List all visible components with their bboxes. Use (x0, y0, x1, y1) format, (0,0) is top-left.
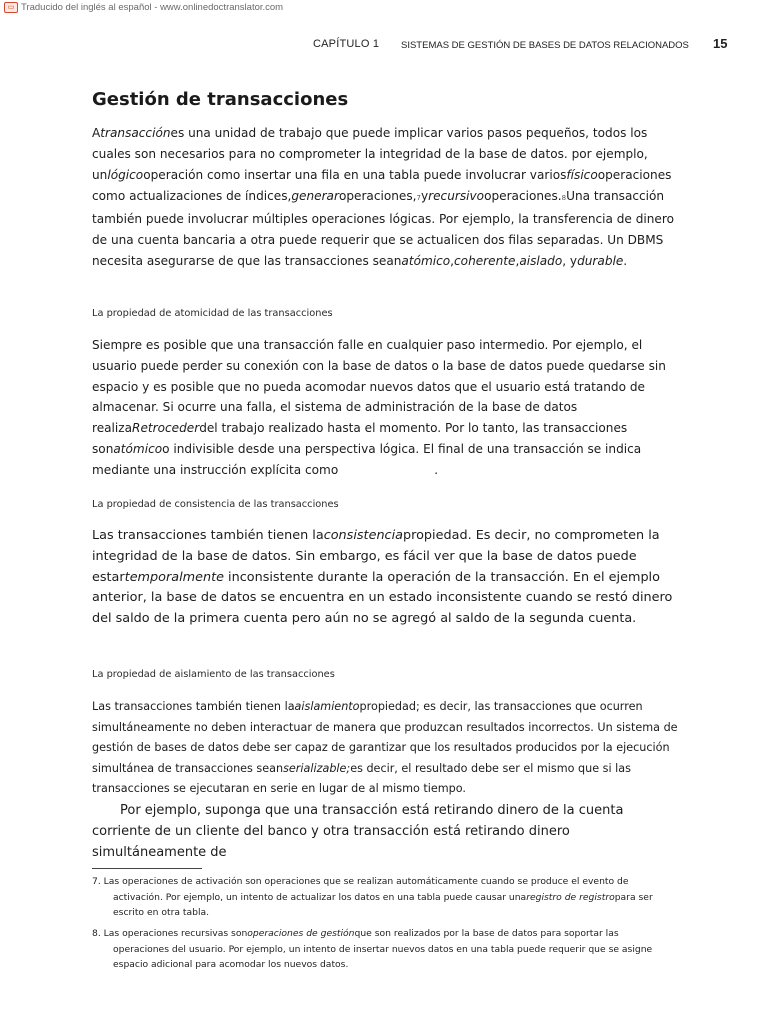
section-title: Gestión de transacciones (92, 89, 349, 110)
term-gestion: operaciones de gestión (247, 928, 355, 939)
term-temporalmente: temporalmente (124, 569, 224, 585)
term-aislado: aislado (519, 254, 563, 268)
term-atomico: atómico (401, 254, 451, 268)
term-transaccion: transacción (100, 126, 171, 140)
translator-banner[interactable] (4, 0, 283, 14)
term-logico: lógico (107, 168, 144, 182)
term-generar: generar (291, 189, 339, 203)
footnote-ref-7: 7 (416, 194, 421, 202)
footnote-8: 8. Las operaciones recursivas sonoperaciones de gestiónque son realizados por la base de datos para soportar las operaciones del usuario. Por ejemplo, un intento de insertar nuevos datos en una tabla puede requerir que se asigne espacio adicional para acomodar los nuevos datos. (92, 928, 653, 970)
term-atomico-2: atómico (113, 441, 163, 456)
running-header-chapter: CAPÍTULO 1 (313, 38, 380, 50)
translator-logo-icon: ▭ (4, 2, 18, 13)
term-registro: registro de registro (526, 891, 615, 903)
banner-text: Traducido del inglés al español - www.onlinedoctranslator.com (21, 1, 284, 13)
subheading-consistency: La propiedad de consistencia de las transacciones (92, 499, 339, 510)
term-coherente: coherente (454, 254, 516, 268)
term-aislamiento: aislamiento (294, 700, 360, 713)
subheading-atomicity: La propiedad de atomicidad de las transacciones (92, 308, 333, 319)
consistency-paragraph: Las transacciones también tienen laconsistenciapropiedad. Es decir, no comprometen la integridad de la base de datos. Sin embargo, es fácil ver que la base de datos puede estartemporalmente inconsistente durante la operación de la transacción. En el ejemplo anterior, la base de datos se encuentra en un estado inconsistente cuando se restó dinero del saldo de la primera cuenta pero aún no se agregó al saldo de la segunda cuenta. (92, 528, 673, 627)
term-fisico: físico (566, 168, 598, 182)
term-retroceder: Retroceder (132, 421, 200, 436)
isolation-paragraph: Las transacciones también tienen laaislamientopropiedad; es decir, las transacciones que ocurren simultáneamente no deben interactuar de manera que produzcan resultados incorrectos. Un sistema de gestión de bases de datos debe ser capaz de garantizar que los resultados producidos por la ejecución simultánea de transacciones seanserializable;es decir, el resultado debe ser el mismo que si las transacciones se ejecutaran en serie en lugar de al mismo tiempo. (92, 700, 678, 796)
isolation-example-paragraph: Por ejemplo, suponga que una transacción está retirando dinero de la cuenta corriente de un cliente del banco y otra transacción está retirando dinero simultáneamente de (92, 803, 624, 860)
page-number: 15 (713, 36, 728, 51)
term-serializable: serializable; (283, 761, 351, 775)
term-recursivo: recursivo (428, 189, 485, 203)
intro-paragraph: Atransacciónes una unidad de trabajo que puede implicar varios pasos pequeños, todos los cuales son necesarios para no comprometer la integridad de la base de datos. por ejemplo, unlógicooperación como insertar una fila en una tabla puede involucrar variosfísicooperaciones como actualizaciones de índices,generaroperaciones,7yrecursivooperaciones.8Una transacción también puede involucrar múltiples operaciones lógicas. Por ejemplo, la transferencia de dinero de una cuenta bancaria a otra puede requerir que se actualicen dos filas separadas. Un DBMS necesita asegurarse de que las transacciones seanatómico,coherente,aislado, ydurable. (92, 126, 674, 268)
atomicity-paragraph: Siempre es posible que una transacción falle en cualquier paso intermedio. Por ejemplo, el usuario puede perder su conexión con la base de datos o la base de datos puede quedarse sin espacio y es posible que no pueda acomodar nuevos datos que el usuario está tratando de almacenar. Si ocurre una falla, el sistema de administración de la base de datos realizaRetrocederdel trabajo realizado hasta el momento. Por lo tanto, las transacciones sonatómicoo indivisible desde una perspectiva lógica. El final de una transacción se indica mediante una instrucción explícita como . (92, 338, 666, 477)
footnote-7: 7. Las operaciones de activación son operaciones que se realizan automáticamente cuando se produce el evento de activación. Por ejemplo, un intento de actualizar los datos en una tabla puede causar unaregistro de registropara ser escrito en otra tabla. (92, 876, 653, 918)
subheading-isolation: La propiedad de aislamiento de las transacciones (92, 669, 335, 680)
footnote-ref-8: 8 (561, 194, 567, 202)
term-durable: durable (577, 254, 624, 268)
footnote-divider (92, 868, 202, 869)
term-consistencia: consistencia (323, 528, 403, 543)
running-header-title: SISTEMAS DE GESTIÓN DE BASES DE DATOS RELACIONADOS (401, 40, 689, 51)
